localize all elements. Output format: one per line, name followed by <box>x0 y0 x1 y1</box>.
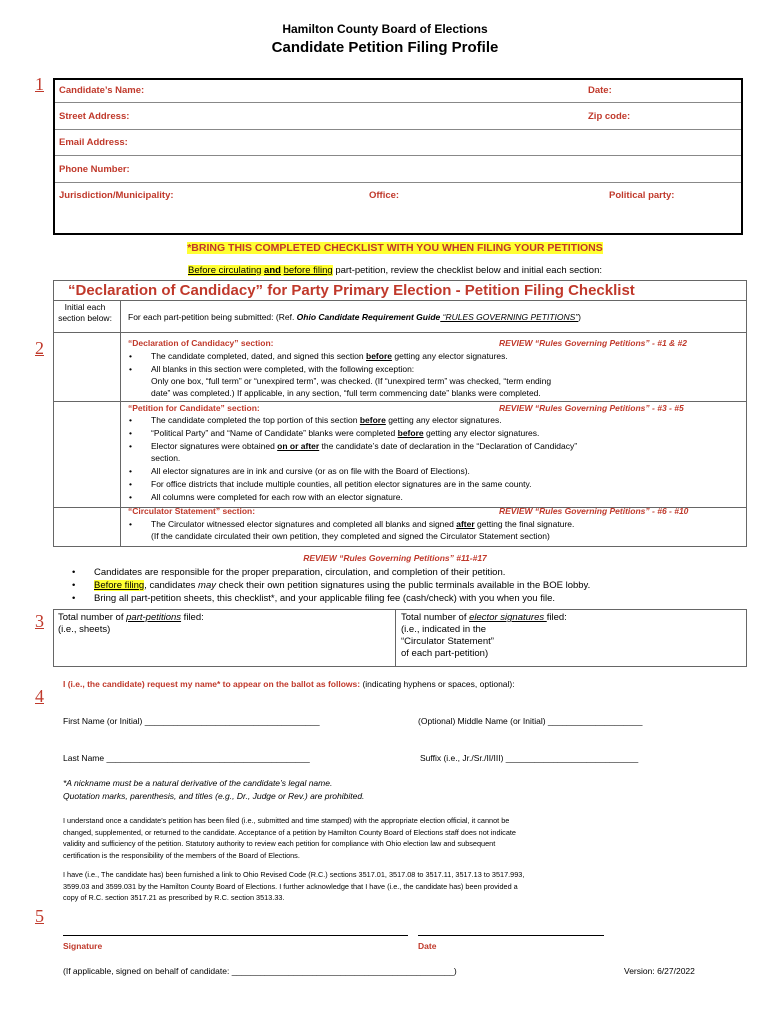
circulator-review: REVIEW “Rules Governing Petitions” - #6 - #10 <box>499 506 689 516</box>
step-number-5: 5 <box>35 906 44 926</box>
general-bullet-2: • Before filing, candidates may check their own petition signatures using the public terminals available in the BOE lobby. <box>94 580 590 591</box>
step-number-4: 4 <box>35 686 44 706</box>
intro-line <box>0 265 770 276</box>
checklist-box <box>53 280 747 547</box>
s1-bullet-2-line-3: date” was completed.) If applicable, in any section, “full term commencing date” blanks were completed. <box>151 388 541 398</box>
initial-each-label: Initial each section below: <box>58 302 112 323</box>
totals-box <box>53 609 747 667</box>
s2-bullet-5: • For office districts that include multiple counties, all petition elector signatures are in the same county. <box>151 479 532 489</box>
s3-bullet-1: • The Circulator witnessed elector signatures and completed all blanks and signed after getting the final signature. <box>151 519 574 529</box>
part-petitions-total-field[interactable]: Total number of part-petitions filed: (i.e., sheets) <box>58 612 204 635</box>
nickname-note-1: *A nickname must be a natural derivative of the candidate’s legal name. <box>63 778 333 788</box>
before-filing-highlight: before filing <box>283 265 333 276</box>
petition-section-head: “Petition for Candidate” section: <box>128 403 260 413</box>
signature-label: Signature <box>63 941 103 951</box>
legal-paragraph-1: I understand once a candidate’s petition has been filed (i.e., submitted and time stamped) with the appropriate election official, it cannot be changed, supplemented, or returned to the candidate. Acceptance of a petition by Hamilton County Board of Elections staff does not indicate validity and sufficiency of the petition. Statutory authority to review each petition for compliance with Ohio election law and subsequent certification is the responsibility of the members of the Board of Elections. <box>63 816 516 860</box>
version-label: Version: 6/27/2022 <box>624 966 695 976</box>
office-field[interactable]: Office: <box>369 190 400 201</box>
elector-signatures-total-field[interactable]: Total number of elector signatures filed: (i.e., indicated in the “Circulator Statement” of each part-petition) <box>401 612 567 659</box>
checklist-title: “Declaration of Candidacy” for Party Primary Election - Petition Filing Checklist <box>68 282 635 299</box>
declaration-review: REVIEW “Rules Governing Petitions” - #1 & #2 <box>499 338 687 348</box>
s2-bullet-1: • The candidate completed the top portion of this section before getting any elector signatures. <box>151 415 502 425</box>
s2-bullet-2: • “Political Party” and “Name of Candidate” blanks were completed before getting any elector signatures. <box>151 428 539 438</box>
suffix-field[interactable]: Suffix (i.e., Jr./Sr./II/III) ____________________________ <box>420 753 639 763</box>
candidate-name-field[interactable]: Candidate’s Name: <box>59 85 145 96</box>
date-line[interactable] <box>418 935 604 936</box>
general-bullet-1: • Candidates are responsible for the proper preparation, circulation, and completion of their petition. <box>94 567 505 578</box>
bring-checklist-banner: *BRING THIS COMPLETED CHECKLIST WITH YOU WHEN FILING YOUR PETITIONS <box>187 242 603 254</box>
email-field[interactable]: Email Address: <box>59 137 128 148</box>
political-party-field[interactable]: Political party: <box>609 190 675 201</box>
step-number-2: 2 <box>35 338 44 358</box>
candidate-profile-box <box>53 78 743 235</box>
nickname-note-2: Quotation marks, parenthesis, and titles (e.g., Dr., Judge or Rev.) are prohibited. <box>63 791 365 801</box>
review-11-17: REVIEW “Rules Governing Petitions” #11-#17 <box>303 553 487 563</box>
s2-bullet-3-line-2: section. <box>151 453 181 463</box>
step-number-1: 1 <box>35 74 44 94</box>
s1-bullet-1: • The candidate completed, dated, and signed this section before getting any elector signatures. <box>151 351 508 361</box>
org-name: Hamilton County Board of Elections <box>282 22 488 36</box>
phone-field[interactable]: Phone Number: <box>59 164 130 175</box>
behalf-line[interactable]: (If applicable, signed on behalf of candidate: _______________________________________________) <box>63 966 457 976</box>
signature-line[interactable] <box>63 935 408 936</box>
signature-date-label: Date <box>418 941 437 951</box>
declaration-section-head: “Declaration of Candidacy” section: <box>128 338 274 348</box>
legal-paragraph-2: I have (i.e., The candidate has) been furnished a link to Ohio Revised Code (R.C.) sections 3517.01, 3517.08 to 3517.11, 3517.13 to 3517.993, 3599.03 and 3599.031 by the Hamilton County Board of Elections. I further acknowledge that I have (i.e., the candidate has) been provided a copy of R.C. section 3517.21 as prescribed by R.C. section 3513.33. <box>63 870 525 902</box>
zip-code-field[interactable]: Zip code: <box>588 111 631 122</box>
step-number-3: 3 <box>35 611 44 631</box>
s1-bullet-2: • All blanks in this section were completed, with the following exception: <box>151 364 414 374</box>
s2-bullet-3: • Elector signatures were obtained on or after the candidate’s date of declaration in the “Declaration of Candidacy” <box>151 441 577 451</box>
page-title: Candidate Petition Filing Profile <box>271 39 499 56</box>
before-circulating-highlight: Before circulating <box>187 265 262 276</box>
first-name-field[interactable]: First Name (or Initial) _____________________________________ <box>63 716 320 726</box>
general-bullet-3: • Bring all part-petition sheets, this checklist*, and your applicable filing fee (cash/check) with you when you file. <box>94 593 555 604</box>
last-name-field[interactable]: Last Name ___________________________________________ <box>63 753 310 763</box>
s2-bullet-6: • All columns were completed for each row with an elector signature. <box>151 492 403 502</box>
ballot-request: I (i.e., the candidate) request my name* to appear on the ballot as follows: (indicating hyphens or spaces, optional): <box>63 679 515 689</box>
middle-name-field[interactable]: (Optional) Middle Name (or Initial) ____________________ <box>418 716 643 726</box>
jurisdiction-field[interactable]: Jurisdiction/Municipality: <box>59 190 174 201</box>
and-highlight: and <box>264 265 281 276</box>
s2-bullet-4: • All elector signatures are in ink and cursive (or as on file with the Board of Elections). <box>151 466 470 476</box>
s1-bullet-2-line-2: Only one box, “full term” or “unexpired term”, was checked. (If “unexpired term” was checked, “term ending <box>151 376 552 386</box>
petition-review: REVIEW “Rules Governing Petitions” - #3 - #5 <box>499 403 684 413</box>
s3-bullet-1-line-2: (If the candidate circulated their own petition, they completed and signed the Circulator Statement section) <box>151 531 550 541</box>
for-each-line: For each part-petition being submitted: (Ref. Ohio Candidate Requirement Guide “RULES GOVERNING PETITIONS”) <box>128 312 581 322</box>
intro-rest: part-petition, review the checklist below and initial each section: <box>332 265 602 276</box>
street-address-field[interactable]: Street Address: <box>59 111 130 122</box>
circulator-section-head: “Circulator Statement” section: <box>128 506 256 516</box>
date-field[interactable]: Date: <box>588 85 612 96</box>
